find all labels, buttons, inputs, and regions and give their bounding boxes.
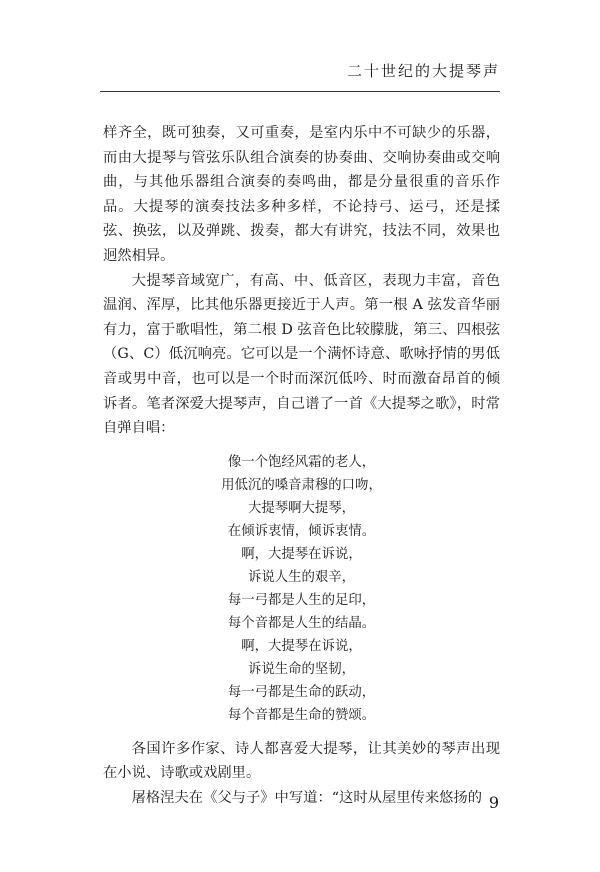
poem-cello-song: [103, 451, 500, 727]
poem-line: 啊，大提琴在诉说，: [241, 546, 362, 562]
poem-line: 每一弓都是人生的足印，: [227, 592, 376, 608]
poem-line: 啊，大提琴在诉说，: [241, 638, 362, 654]
poem-line: 每个音都是人生的结晶。: [227, 615, 376, 631]
poem-line: 诉说人生的艰辛，: [247, 569, 356, 585]
header-rule: [100, 91, 500, 92]
paragraph-writers: 各国许多作家、诗人都喜爱大提琴，让其美妙的琴声出现在小说、诗歌或戏剧里。: [103, 740, 500, 782]
page-number: 9: [488, 793, 499, 812]
poem-line: 诉说生命的坚韧，: [247, 661, 356, 677]
poem-line: 像一个饱经风霜的老人，: [227, 454, 376, 470]
paragraph-cello-range: 大提琴音域宽广，有高、中、低音区，表现力丰富，音色温润、浑厚，比其他乐器更接近于人声。第一根 A 弦发音华丽有力，富于歌唱性，第二根 D 弦音色比较朦胧，第三、四根弦（G、C）低沉响亮。它可以是一个满怀诗意、歌咏抒情的男低音或男中音，也可以是一个时而深沉低吟、时而激奋昂首的倾诉者。笔者深爱大提琴声，自己谱了一首《大提琴之歌》，时常自弹自唱：: [103, 272, 500, 437]
body-text: [103, 121, 500, 811]
running-header: 二十世纪的大提琴声: [346, 62, 500, 80]
paragraph-turgenev: 屠格涅夫在《父与子》中写道：“这时从屋里传来悠扬的: [131, 789, 483, 806]
poem-line: 大提琴啊大提琴，: [247, 500, 356, 516]
paragraph-continued: 样齐全，既可独奏，又可重奏，是室内乐中不可缺少的乐器，而由大提琴与管弦乐队组合演奏的协奏曲、交响协奏曲或交响曲，与其他乐器组合演奏的奏鸣曲，都是分量很重的音乐作品。大提琴的演奏技法多种多样，不论持弓、运弓，还是揉弦、换弦，以及弹跳、拨奏，都大有讲究，技法不同，效果也迥然相异。: [103, 125, 500, 264]
poem-line: 在倾诉衷情，倾诉衷情。: [227, 523, 376, 539]
poem-line: 每个音都是生命的赞颂。: [227, 707, 376, 723]
poem-line: 每一弓都是生命的跃动，: [227, 684, 376, 700]
poem-line: 用低沉的嗓音肃穆的口吻，: [221, 477, 382, 493]
